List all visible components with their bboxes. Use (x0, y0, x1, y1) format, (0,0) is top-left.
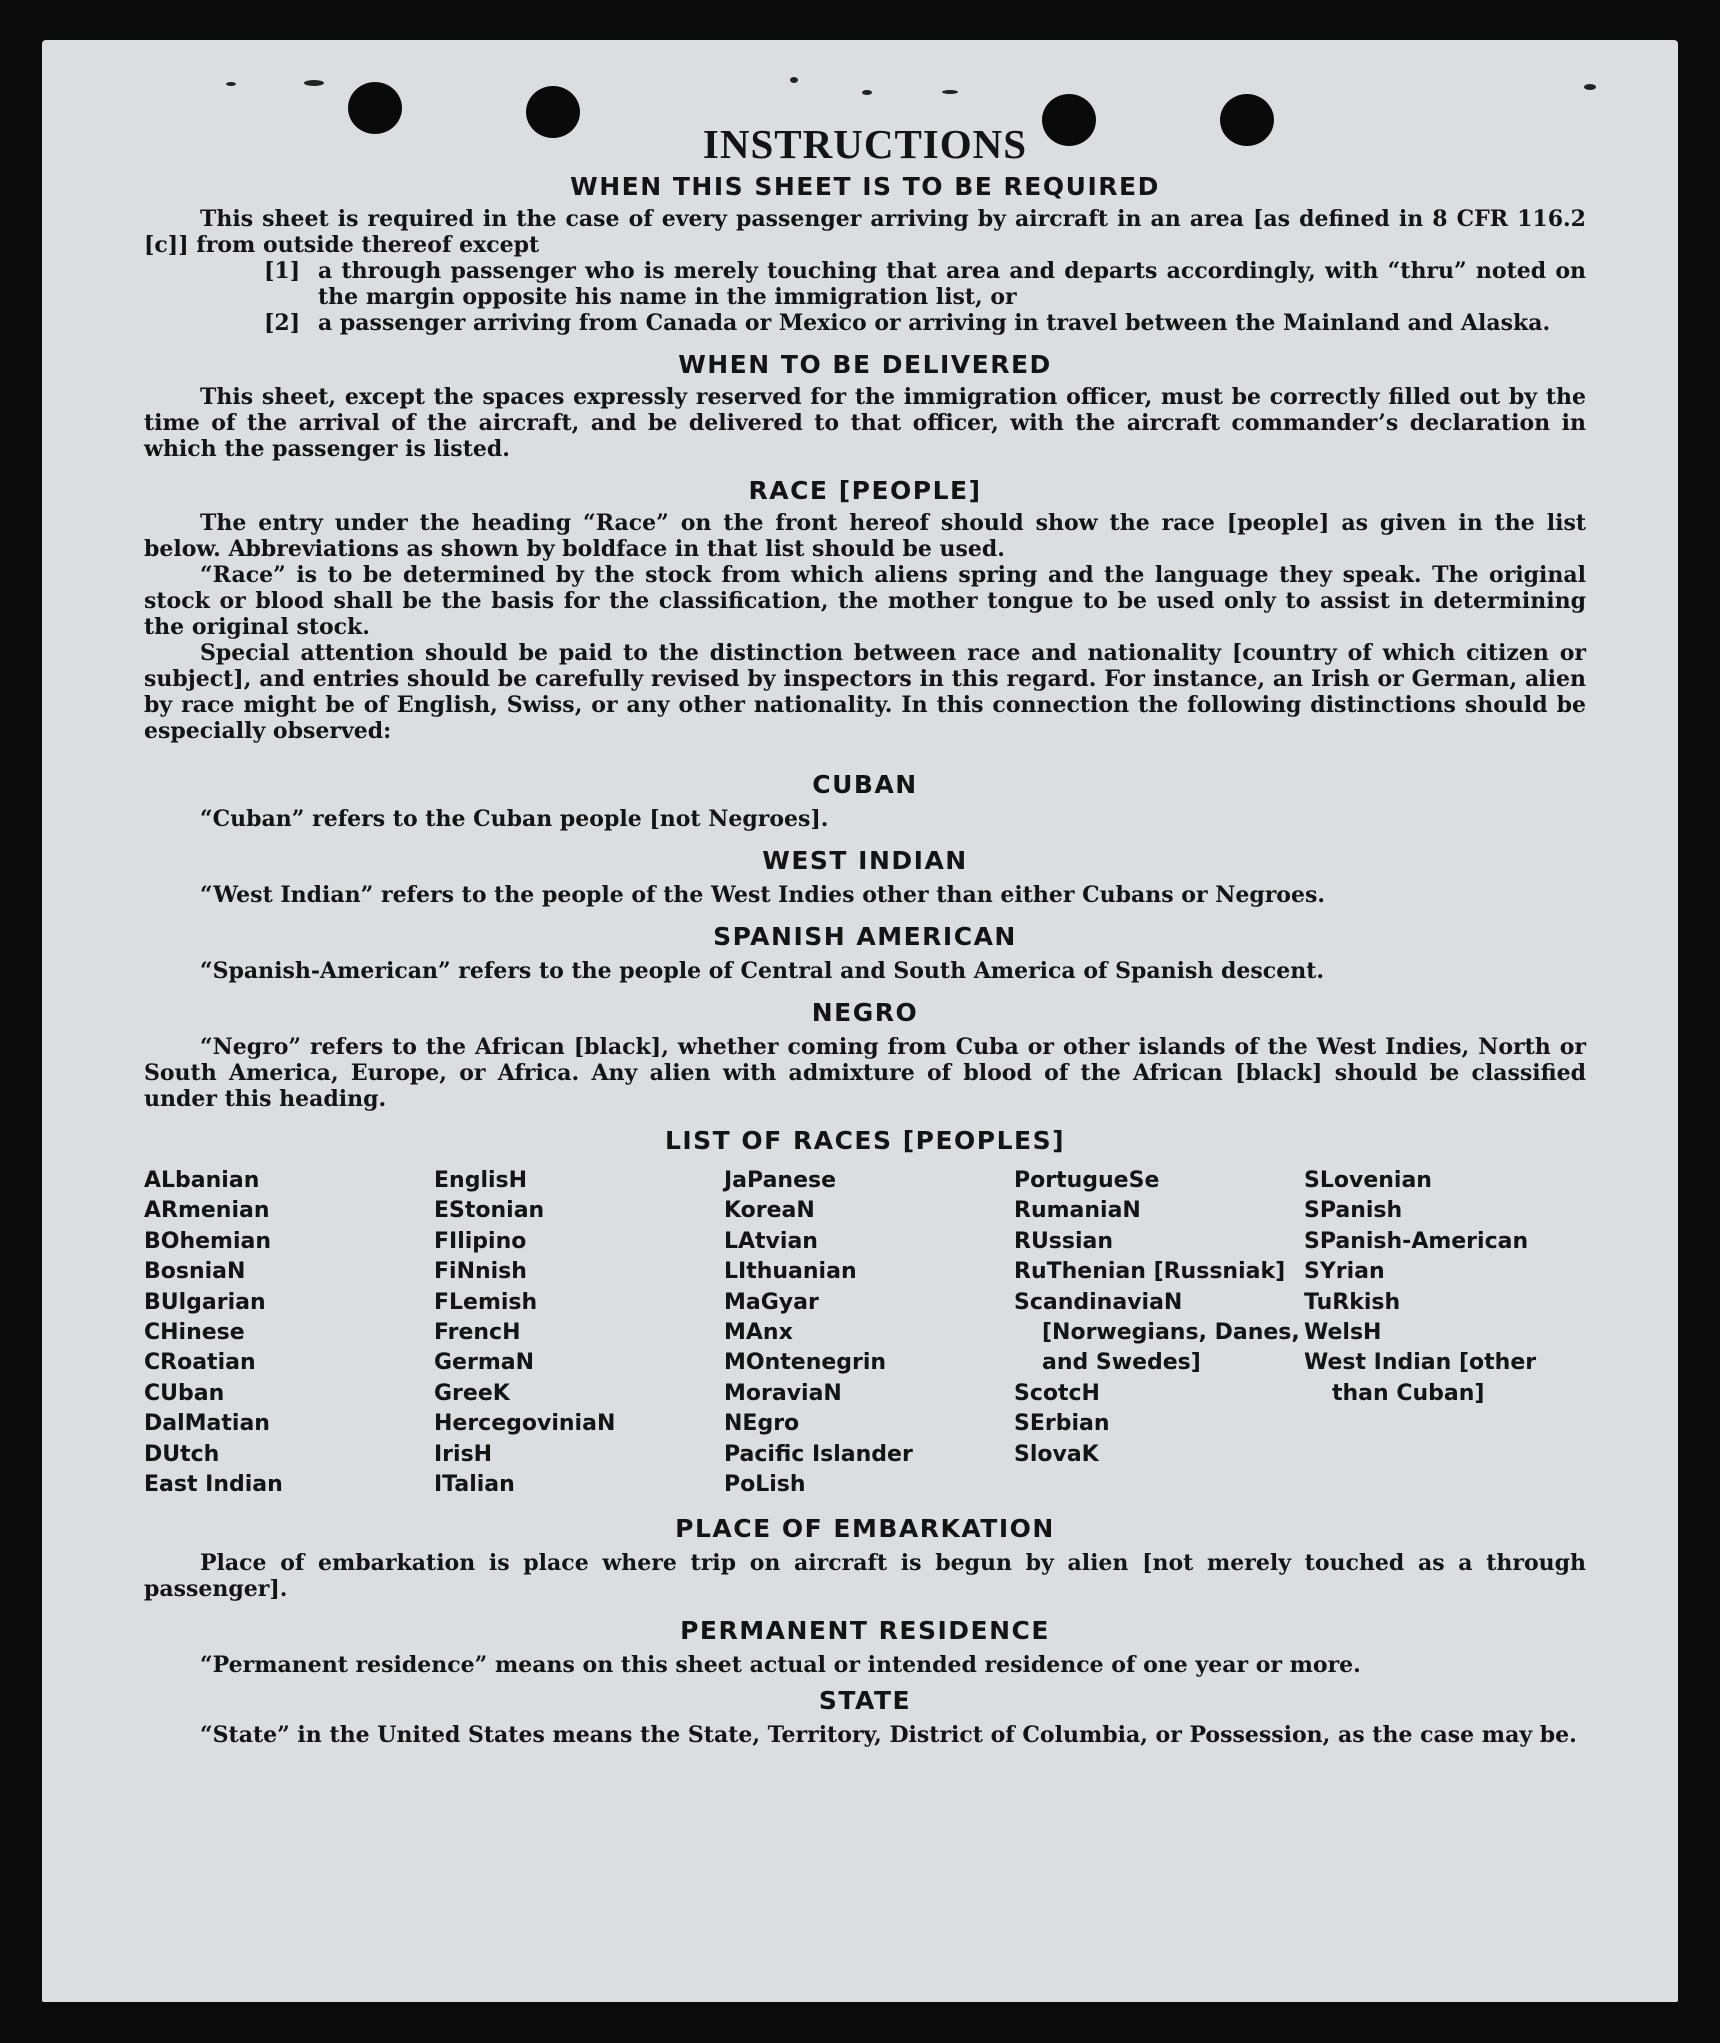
race-entry: SPanish-American (1304, 1228, 1529, 1254)
race-entry: PortugueSe (1014, 1168, 1160, 1193)
race-entry: RuThenian [Russniak] (1014, 1259, 1286, 1285)
race-entry: KoreaN (724, 1198, 815, 1224)
race-entry: MAnx (724, 1320, 793, 1346)
race-entry: CRoatian (144, 1350, 256, 1376)
race-entry: MoraviaN (724, 1380, 842, 1406)
race-entry: ITalian (434, 1472, 515, 1498)
race-entry: RUssian (1014, 1228, 1114, 1254)
race-entry: FLemish (434, 1289, 538, 1315)
heading-race: RACE [PEOPLE] (748, 476, 982, 505)
race-entry: EnglisH (434, 1168, 528, 1193)
west-indian-text: “West Indian” refers to the people of the West Indies other than either Cubans or Negroes. (200, 882, 1326, 908)
races-column (1304, 1166, 1594, 1500)
speck-mark (942, 90, 958, 94)
heading-permanent-residence: PERMANENT RESIDENCE (680, 1616, 1050, 1646)
race-entry: NEgro (724, 1411, 800, 1437)
exception-item (264, 310, 1586, 336)
exception-number: [2] (264, 310, 301, 336)
race-entry: HercegoviniaN (434, 1411, 616, 1437)
race-entry: ARmenian (144, 1198, 270, 1224)
exception-text: a passenger arriving from Canada or Mexico or arriving in travel between the Mainland and Alaska. (318, 310, 1551, 336)
race-entry: RumaniaN (1014, 1198, 1141, 1224)
state-text: “State” in the United States means the State, Territory, District of Columbia, or Possession, as the case may be. (200, 1722, 1577, 1749)
race-entry: EStonian (434, 1198, 545, 1224)
race-entry: CUban (144, 1380, 225, 1406)
heading-negro: NEGRO (811, 998, 919, 1027)
race-entry: LAtvian (724, 1228, 818, 1254)
spanish-american-text: “Spanish-American” refers to the people of Central and South America of Spanish descent. (200, 958, 1325, 984)
race-entry: SLovenian (1304, 1168, 1432, 1193)
race-entry: FIlipino (434, 1228, 527, 1254)
race-entry: BosniaN (144, 1259, 246, 1285)
cuban-text: “Cuban” refers to the Cuban people [not Negroes]. (200, 806, 829, 832)
exception-text: a through passenger who is merely touching that area and departs accordingly, with “thru” noted on the margin opposite his name in the immigration list, or (318, 258, 1586, 310)
race-entry: IrisH (434, 1441, 493, 1467)
race-entry: SErbian (1014, 1411, 1110, 1437)
race-entry: PoLish (724, 1472, 806, 1498)
race-entry: ScotcH (1014, 1380, 1100, 1406)
speck-mark (1584, 84, 1596, 90)
race-entry: ALbanian (144, 1168, 260, 1193)
race-entry: CHinese (144, 1320, 245, 1346)
race-entry: JaPanese (724, 1168, 837, 1193)
heading-embarkation: PLACE OF EMBARKATION (675, 1514, 1055, 1544)
race-entry: BUlgarian (144, 1289, 266, 1315)
race-entry: TuRkish (1304, 1289, 1401, 1315)
permanent-residence-text: “Permanent residence” means on this sheet actual or intended residence of one year or more. (200, 1652, 1361, 1679)
heading-state: STATE (818, 1686, 912, 1716)
speck-mark (790, 77, 798, 83)
race-entry: SPanish (1304, 1198, 1403, 1224)
race-entry: ScandinaviaN [Norwegians, Danes, and Swedes] (1014, 1289, 1300, 1376)
races-list (144, 1166, 1586, 1500)
page-title: INSTRUCTIONS (702, 121, 1028, 167)
speck-mark (304, 80, 324, 86)
race-entry: GermaN (434, 1350, 535, 1376)
race-entry: GreeK (434, 1380, 510, 1406)
race-entry: BOhemian (144, 1228, 272, 1254)
race-entry: FiNnish (434, 1259, 527, 1285)
document-sheet (42, 40, 1678, 2002)
heading-cuban: CUBAN (812, 770, 918, 799)
race-entry: DUtch (144, 1441, 220, 1467)
exception-number: [1] (264, 258, 301, 284)
speck-mark (862, 90, 872, 95)
race-entry: MaGyar (724, 1289, 819, 1315)
races-column (434, 1166, 724, 1500)
race-entry: SlovaK (1014, 1441, 1099, 1467)
embarkation-text: Place of embarkation is place where trip on aircraft is begun by alien [not merely touched as a through passenger]. (144, 1550, 1586, 1603)
races-column (724, 1166, 1014, 1500)
race-entry: Pacific Islander (724, 1441, 913, 1467)
exception-item (264, 258, 1586, 310)
race-entry: DalMatian (144, 1411, 270, 1437)
race-paragraph-3: Special attention should be paid to the distinction between race and nationality [country of which citizen or subject], and entries should be carefully revised by inspectors in this regard. For instance, an Irish or German, alien by race might be of English, Swiss, or any other nationality. In this connection the following distinctions should be especially observed: (144, 640, 1586, 744)
speck-mark (226, 82, 236, 86)
race-entry: SYrian (1304, 1259, 1385, 1285)
race-entry: LIthuanian (724, 1259, 857, 1285)
heading-when-delivered: WHEN TO BE DELIVERED (678, 350, 1052, 379)
race-entry: MOntenegrin (724, 1350, 887, 1376)
heading-spanish-american: SPANISH AMERICAN (713, 922, 1017, 951)
race-paragraph-2: “Race” is to be determined by the stock from which aliens spring and the language they speak. The original stock or blood shall be the basis for the classification, the mother tongue to be used only to assist in determining the original stock. (144, 562, 1586, 640)
instructions-content (144, 120, 1586, 1748)
negro-text: “Negro” refers to the African [black], whether coming from Cuba or other islands of the West Indies, North or South America, Europe, or Africa. Any alien with admixture of blood of the African [black] should be classified under this heading. (144, 1034, 1586, 1112)
race-entry: West Indian [other than Cuban] (1304, 1350, 1537, 1406)
races-column (144, 1166, 434, 1500)
required-intro: This sheet is required in the case of every passenger arriving by aircraft in an area [as defined in 8 CFR 116.2 [c]] from outside thereof except (144, 206, 1586, 258)
races-column (1014, 1166, 1304, 1500)
heading-list-of-races: LIST OF RACES [PEOPLES] (664, 1126, 1066, 1155)
delivered-text: This sheet, except the spaces expressly reserved for the immigration officer, must be correctly filled out by the time of the arrival of the aircraft, and be delivered to that officer, with the aircraft commander’s declaration in which the passenger is listed. (144, 384, 1586, 462)
heading-west-indian: WEST INDIAN (762, 846, 968, 875)
race-paragraph-1: The entry under the heading “Race” on the front hereof should show the race [people] as given in the list below. Abbreviations as shown by boldface in that list should be used. (144, 510, 1586, 562)
race-entry: East Indian (144, 1472, 283, 1498)
heading-when-required: WHEN THIS SHEET IS TO BE REQUIRED (570, 172, 1160, 201)
race-entry: WelsH (1304, 1320, 1382, 1346)
race-entry: FrencH (434, 1320, 521, 1346)
